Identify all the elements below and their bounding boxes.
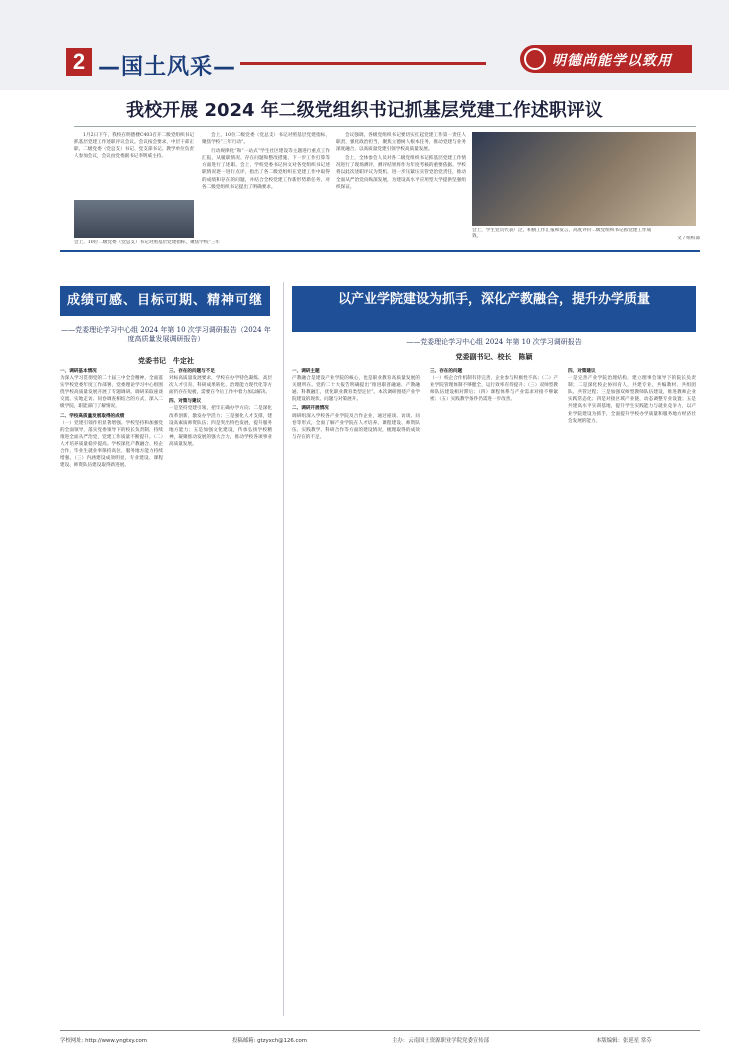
- section-heading: 四、对策与建议: [169, 399, 202, 405]
- right-article-col3: [568, 368, 696, 1018]
- right-article-title: 以产业学院建设为抓手，深化产教融合，提升办学质量: [292, 286, 696, 332]
- section-heading: 一、调研基本情况: [60, 369, 97, 374]
- column-divider: [283, 282, 284, 1016]
- paragraph: 对标高质量发展要求，学校在办学特色凝练、高层次人才引育、科研成果转化、治理能力现代化等方面仍存在短板，需要在今后工作中着力加以解决。: [169, 376, 272, 396]
- left-article-byline: 党委书记 牛定社: [138, 357, 194, 365]
- footer-email[interactable]: 投稿邮箱: gtzyxch@126.com: [232, 1038, 308, 1044]
- title-rule: [74, 126, 696, 127]
- masthead-banner: [520, 45, 692, 73]
- right-article-col1: [292, 368, 420, 1018]
- left-article-col1: [60, 368, 163, 1018]
- page-header: [0, 0, 729, 90]
- paragraph: 产教融合是建设产业学院的核心，也是职业教育高质量发展的关键所在。党的二十大报告明确提出“推进职普融通、产教融通、科教融汇，优化职业教育类型定位”。本次调研围绕产业学院建设的现状、问题与对策展开。: [292, 376, 420, 403]
- section-title: —国土风采—: [98, 55, 237, 80]
- paragraph: 会议强调，各级党组织书记要切实扛起党建工作第一责任人职责，强化政治担当，聚焦立德树人根本任务，推动党建与业务深度融合，以高质量党建引领学校高质量发展。: [336, 133, 466, 153]
- paragraph: 会上，全体参会人员对各二级党组织书记抓基层党建工作情况进行了现场测评，测评结果将作为年度考核的重要依据。学校将以此次述职评议为契机，进一步压紧压实管党治党责任，推动全面从严治党向纵深发展，为建设高水平应用型大学提供坚强组织保证。: [336, 156, 466, 190]
- footer-rule: [60, 1030, 700, 1031]
- page-number: 2: [66, 48, 92, 76]
- section-heading: 二、学校高质量发展取得的成绩: [60, 413, 125, 419]
- right-article-subtitle: ——党委理论学习中心组 2024 年第 10 次学习调研报告: [406, 338, 582, 346]
- section-heading: 三、存在的问题与不足: [169, 369, 215, 374]
- paragraph: （一）党建引领作用显著增强。学校坚持和加强党的全面领导，落实党委领导下的校长负责制，持续推进全面从严治党，党建工作质量不断提升。（二）人才培养质量稳步提高。学校深化产教融合、校企合作，毕业生就业率保持高位，服务地方能力持续增强。（三）内涵建设成效明显，专业建设、课程建设、师资队伍建设取得新进展。: [60, 420, 163, 469]
- paragraph: 一是完善产业学院治理结构，建立理事会领导下的院长负责制；二是深化校企协同育人，共建专业、共编教材、共组团队、共管过程；三是加强双师型教师队伍建设，推进教师企业实践常态化；四是对接区域产业链，动态调整专业设置；五是共建高水平实训基地，提升学生实践能力与就业竞争力，以产业学院建设为抓手，全面提升学校办学质量和服务地方经济社会发展的能力。: [568, 376, 696, 424]
- section-heading: 一、调研主题: [292, 369, 320, 374]
- photo-caption-right: 会上，学生党员代表广泛，积极工作汇报和发言，高度评价二级党组织书记抓党建工作成效。: [472, 228, 652, 240]
- photo-caption-left: 会上，10位二级党委（党总支）书记对照基层党建指标，聚焦学校“三年: [74, 240, 221, 245]
- article-credit: 文 / 组织部: [677, 236, 700, 241]
- school-seal-icon: [524, 48, 546, 70]
- paragraph: 行动规律化”和“一站式”学生社区建设等主题进行重点工作汇报，从履职情况、存在问题和整改措施、下一步工作打算等方面进行了述职。会上，学校党委书记何文对各党组织书记述职情况逐一进行点评，指出了各二级党组织在党建工作中取得的成绩和存在的问题，并结合全校党建工作新形势新任务，对各二级党组织书记提出了明确要求。: [202, 149, 330, 190]
- paragraph: 1月2日下午，我校在明德楼C403召开二级党组织书记抓基层党建工作述职评议会议。会议按会要求，中层干部正职、二级党委（党总支）书记、党支部书记、教学单位负责人参加会议，会议由党委副书记李明威主持。: [74, 133, 194, 160]
- paragraph: 调研组深入学校各产业学院及合作企业，通过座谈、访谈、问卷等形式，全面了解产业学院在人才培养、课程建设、师资队伍、实践教学、科研合作等方面的建设情况，梳理取得的成效与存在的不足。: [292, 413, 420, 440]
- masthead-name: 明德尚能学以致用: [552, 53, 672, 69]
- meeting-photo-left: [74, 200, 194, 238]
- section-divider: [60, 250, 700, 252]
- footer-sponsor: 主办：云南国土资源职业学院党委宣传部: [392, 1038, 490, 1044]
- right-article-col2: [430, 368, 558, 1018]
- paragraph: （一）校企合作机制有待完善，企业参与积极性不高；（二）产业学院管理体制不够健全，运行效率有待提升；（三）双师型教师队伍建设相对滞后；（四）课程体系与产业需求对接不够紧密；（五）实践教学条件仍需进一步改善。: [430, 376, 558, 403]
- footer-editor: 本版编辑：张延星 常芬: [596, 1038, 652, 1044]
- top-article-col2: [202, 132, 330, 242]
- section-heading: 三、存在的问题: [430, 369, 463, 374]
- left-article-subtitle: ——党委理论学习中心组 2024 年第 10 次学习调研报告（2024 年度高质量发展调研报告）: [61, 326, 271, 343]
- right-article-byline: 党委副书记、校长 陈颖: [455, 353, 533, 361]
- speaker-photo: [472, 132, 696, 226]
- left-article-col2: [169, 368, 272, 1018]
- paragraph: 会上，10位二级党委（党总支）书记对照基层党建指标，聚焦学校“三年行动”。: [202, 133, 330, 146]
- left-article-title: 成绩可感、目标可期、精神可继: [60, 286, 270, 316]
- paragraph: 一是坚持党建引领，把牢正确办学方向；二是深化改革创新，激发办学活力；三是强化人才支撑，建设高素质师资队伍；四是突出特色发展，提升服务地方能力；五是加强文化建设，传承弘扬学校精神，凝聚推动发展的强大合力，推动学校各项事业高质量发展。: [169, 406, 272, 447]
- section-heading: 四、对策建议: [568, 369, 596, 374]
- top-article-col3: [336, 132, 466, 242]
- section-heading: 二、调研开展情况: [292, 406, 329, 412]
- header-rule: [240, 62, 486, 65]
- top-article-title: 我校开展 2024 年二级党组织书记抓基层党建工作述职评议: [126, 100, 603, 121]
- paragraph: 为深入学习贯彻党的二十届三中全会精神，全面落实学校党委年度工作部署，党委理论学习中心组围绕学校高质量发展开展了专题调研。调研采取座谈交流、实地走访、问卷调查相结合的方式，深入二级学院、职能部门了解情况。: [60, 376, 163, 410]
- footer-website[interactable]: 学校网址: http://www.yngtxy.com: [60, 1038, 148, 1044]
